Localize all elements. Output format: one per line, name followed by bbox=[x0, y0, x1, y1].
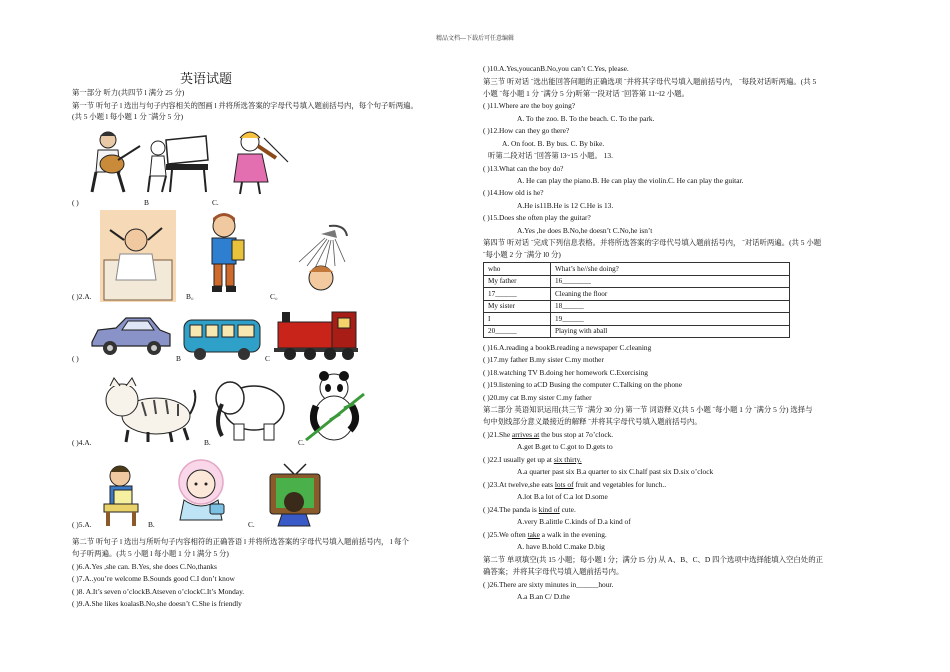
q15-options: A.Yes ,he does B.No,he doesn’t C.No,he isn’t bbox=[517, 226, 653, 235]
page-title: 英语试题 bbox=[180, 71, 233, 86]
q5-option-c: C. bbox=[248, 520, 255, 529]
question-6: ( )6.A.Yes ,she can. B.Yes, she does C.No,thanks bbox=[72, 562, 217, 571]
question-12: ( )12.How can they go there? bbox=[483, 126, 570, 135]
q4-option-b: B. bbox=[204, 438, 211, 447]
q2-option-c: C。 bbox=[270, 292, 283, 301]
section4-instructions-cont: ˉ每小题 2 分 ˉ满分 l0 分) bbox=[483, 250, 561, 259]
dialogue2-note: 听第二段对话 ˉ回答第 l3~15 小题。 13. bbox=[488, 151, 613, 160]
part1-heading: 第一部分 听力(共四节 l 满分 25 分) bbox=[72, 88, 185, 97]
boy-reading-picture bbox=[96, 460, 146, 528]
q23-options: A.lot B.a lot of C.a lot D.some bbox=[517, 492, 608, 501]
q14-options: A.He is11B.He is 12 C.He is 13. bbox=[517, 201, 614, 210]
section2b-heading: 第二节 单项填空(共 15 小题；每小题 l 分；满分 l5 分) 从 A、B、C、D 四个选项中选择能填入空白处的正 bbox=[483, 555, 823, 564]
table-row: My father 16________ bbox=[484, 275, 790, 288]
train-picture bbox=[272, 308, 360, 362]
question-11: ( )11.Where are the boy going? bbox=[483, 101, 576, 110]
q2-option-b: B。 bbox=[186, 292, 199, 301]
part2-instructions: 句中划线部分意义最接近的解释 ˉ并将其字母代号填入题前括号内。 bbox=[483, 417, 702, 426]
q26-options: A.a B.an C/ D.the bbox=[517, 592, 570, 601]
q4-option-c: C. bbox=[298, 438, 305, 447]
q21-options: A.get B.get to C.got to D.gets to bbox=[517, 442, 613, 451]
elephant-picture bbox=[208, 374, 292, 444]
section4-instructions: 第四节 听对话 ˉ完成下列信息表格。并将所选答案的字母代号填入题前括号内， ˉ对话听两遍。(共 5 小题 bbox=[483, 238, 822, 247]
question-23: ( )23.At twelve,she eats lots of fruit and vegetables for lunch.. bbox=[483, 480, 667, 489]
section2-instructions-cont: 句子听两遍。(共 5 小题 l 每小题 1 分 l 满分 5 分) bbox=[72, 549, 229, 558]
section3-instructions: 第三节 听对话 ˉ选出能回答问题的正确选项 ˉ并将其字母代号填入题前括号内， ˉ每段对话听两遍。(共 5 bbox=[483, 77, 817, 86]
q24-options: A.very B.alittle C.kinds of D.a kind of bbox=[517, 517, 631, 526]
question-21: ( )21.She arrives at the bus stop at 7o’clock. bbox=[483, 430, 614, 439]
question-26: ( )26.There are sixty minutes in______hour. bbox=[483, 580, 614, 589]
section3-instructions-cont: 小题 ˉ每小题 1 分 ˉ满分 5 分)听第一段对话 ˉ回答第 11~l2 小题。 bbox=[483, 89, 689, 98]
question-4: ( )4.A. bbox=[72, 438, 92, 447]
panda-picture bbox=[300, 370, 370, 446]
table-row: 20______ Playing with aball bbox=[484, 325, 790, 338]
question-20: ( )20.my cat B.my sister C.my father bbox=[483, 393, 592, 402]
question-3: ( ) bbox=[72, 354, 79, 363]
q5-option-b: B. bbox=[148, 520, 155, 529]
q3-option-b: B bbox=[176, 354, 181, 363]
question-24: ( )24.The panda is kind of cute. bbox=[483, 505, 576, 514]
q11-options: A. To the zoo. B. To the beach. C. To the park. bbox=[517, 114, 655, 123]
piano-player-picture bbox=[146, 130, 210, 196]
section2-instructions: 第二节 听句子 l 选出与所听句子内容相符的正确答语 l 并将所选答案的字母代号填入题前括号内， l 每个 bbox=[72, 537, 409, 546]
header-note: 精品文档---下载后可任意编辑 bbox=[436, 36, 514, 42]
section2b-instructions: 确答案；并将其字母代号填入题前括号内。 bbox=[483, 567, 624, 576]
question-16: ( )16.A.reading a bookB.reading a newspaper C.cleaning bbox=[483, 343, 652, 352]
question-1: ( ) bbox=[72, 198, 79, 207]
tiger-picture bbox=[98, 372, 198, 444]
question-5: ( )5.A. bbox=[72, 520, 92, 529]
violin-player-picture bbox=[228, 128, 290, 196]
bus-picture bbox=[182, 316, 262, 362]
question-19: ( )19.listening to aCD Busing the computer C.Talking on the phone bbox=[483, 380, 683, 389]
q1-option-b: B bbox=[144, 198, 149, 207]
guitar-player-picture bbox=[82, 128, 142, 196]
shower-picture bbox=[285, 222, 355, 296]
q25-options: A. have B.hold C.make D.big bbox=[517, 542, 605, 551]
q1-option-c: C. bbox=[212, 198, 219, 207]
girl-on-phone-picture bbox=[166, 454, 236, 528]
car-picture bbox=[88, 312, 172, 360]
q3-option-c: C bbox=[265, 354, 270, 363]
question-18: ( )18.watching TV B.doing her homework C.Exercising bbox=[483, 368, 648, 377]
question-8: ( )8. A.It’s seven o’clockB.Atseven o’clockC.It’s Monday. bbox=[72, 587, 245, 596]
table-row: who What’s he//she doing? bbox=[484, 263, 790, 276]
question-13: ( )13.What can the boy do? bbox=[483, 164, 564, 173]
question-10: ( )10.A.Yes,youcanB.No,you can’t C.Yes, please. bbox=[483, 64, 629, 73]
q13-options: A. He can play the piano.B. He can play the violin.C. He can play the guitar. bbox=[517, 176, 744, 185]
table-row: My sister 18______ bbox=[484, 300, 790, 313]
question-2: ( )2.A. bbox=[72, 292, 92, 301]
question-17: ( )17.my father B.my sister C.my mother bbox=[483, 355, 604, 364]
section1-instructions: 第一节 听句子 l 选出与句子内容相关的图画 l 并将所选答案的字母代号填入题前括号内，每个句子听两遍。 bbox=[72, 101, 418, 110]
table-row: I 19______ bbox=[484, 313, 790, 326]
info-table bbox=[483, 262, 790, 338]
section1-instructions-cont: (共 5 小题 l 每小题 1 分 ˉ满分 5 分) bbox=[72, 112, 184, 121]
q22-options: A.a quarter past six B.a quarter to six C.half past six D.six o’clock bbox=[517, 467, 714, 476]
q12-options: A. On foot. B. By bus. C. By bike. bbox=[502, 139, 605, 148]
watching-tv-picture bbox=[264, 462, 326, 528]
table-row: 17______ Cleaning the floor bbox=[484, 288, 790, 301]
question-9: ( )9.A.She likes koalasB.No,she doesn’t C.She is friendly bbox=[72, 599, 242, 608]
question-25: ( )25.We often take a walk in the evening. bbox=[483, 530, 607, 539]
waking-up-picture bbox=[100, 210, 176, 302]
part2-heading: 第二部分 英语知识运用(共三节 ˉ满分 30 分) 第一节 词语释义(共 5 小题 ˉ每小题 1 分 ˉ满分 5 分) 选择与 bbox=[483, 405, 813, 414]
question-22: ( )22.I usually get up at six thirty. bbox=[483, 455, 582, 464]
question-15: ( )15.Does she often play the guitar? bbox=[483, 213, 591, 222]
question-14: ( )14.How old is he? bbox=[483, 188, 544, 197]
question-7: ( )7.A..you’re welcome B.Sounds good C.I don’t know bbox=[72, 574, 235, 583]
boy-with-backpack-picture bbox=[200, 212, 248, 296]
